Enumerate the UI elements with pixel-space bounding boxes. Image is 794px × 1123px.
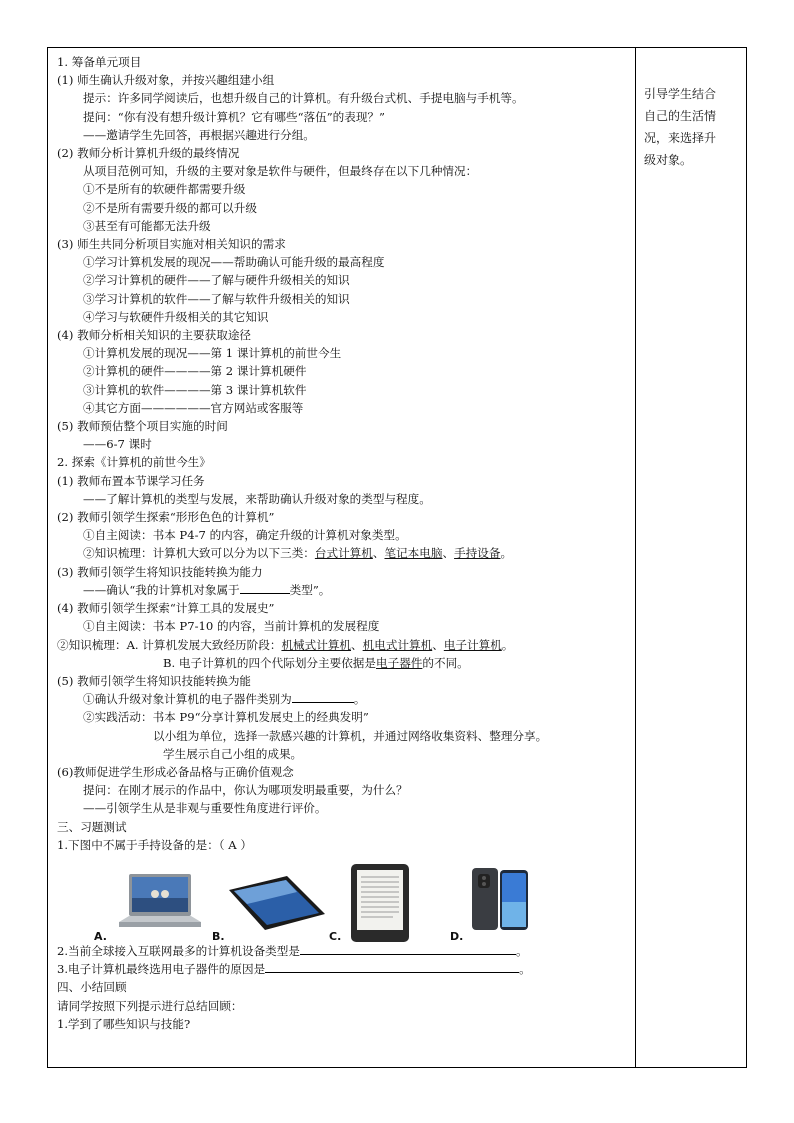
- answer-electromechanical: 机电式计算机: [362, 637, 433, 652]
- text-span: 。: [501, 637, 514, 652]
- fill-blank: [240, 581, 290, 594]
- text-line: 提示：许多同学阅读后，也想升级自己的计算机。有升级台式机、手提电脑与手机等。: [83, 91, 524, 106]
- question-line: 1.学到了哪些知识与技能?: [57, 1016, 191, 1031]
- note-line: 况，来选择升: [644, 131, 717, 145]
- laptop-image: [115, 872, 203, 934]
- text-line: ②计算机的硬件————第 2 课计算机硬件: [83, 364, 307, 379]
- step-heading: (3) 师生共同分析项目实施对相关知识的需求: [57, 237, 286, 252]
- question-line: [57, 960, 631, 978]
- step-heading: (3) 教师引领学生将知识技能转换为能力: [57, 564, 263, 579]
- main-content-cell: [48, 48, 636, 1067]
- text-span: 、: [351, 637, 363, 652]
- fill-blank: [265, 960, 519, 973]
- text-span: B. 电子计算机的四个代际划分主要依据是: [163, 655, 376, 670]
- text-line: ④学习与软硬件升级相关的其它知识: [83, 309, 269, 324]
- text-line: ——引领学生从是非观与重要性角度进行评价。: [83, 801, 327, 816]
- text-line: 学生展示自己小组的成果。: [163, 746, 303, 761]
- text-line: ②不是所有需要升级的都可以升级: [83, 200, 257, 215]
- text-span: 的不同。: [422, 655, 469, 670]
- step-heading: (2) 教师引领学生探索“形形色色的计算机”: [57, 510, 275, 525]
- text-line: ④其它方面——————官方网站或客服等: [83, 400, 304, 415]
- note-line: 级对象。: [644, 153, 693, 167]
- option-b-label: B.: [212, 929, 225, 943]
- step-heading: (4) 教师引领学生探索“计算工具的发展史”: [57, 601, 275, 616]
- tablet-image: [227, 874, 327, 932]
- text-span: ②知识梳理：A. 计算机发展大致经历阶段：: [57, 637, 282, 652]
- text-line: ——了解计算机的类型与发展，来帮助确认升级对象的类型与程度。: [83, 491, 431, 506]
- text-line: ②实践活动：书本 P9“分享计算机发展史上的经典发明”: [83, 710, 369, 725]
- answer-mechanical: 机械式计算机: [281, 637, 352, 652]
- text-line: 提问：在刚才展示的作品中，你认为哪项发明最重要，为什么？: [83, 783, 408, 798]
- text-line: ①计算机发展的现况——第 1 课计算机的前世今生: [83, 346, 342, 361]
- text-line: 请同学按照下列提示进行总结回顾：: [57, 998, 243, 1013]
- text-line: 从项目范例可知，升级的主要对象是软件与硬件，但最终存在以下几种情况：: [83, 164, 478, 179]
- text-line: [57, 654, 631, 672]
- text-span: 2.当前全球接入互联网最多的计算机设备类型是: [57, 943, 300, 958]
- step-heading: (5) 教师预估整个项目实施的时间: [57, 419, 228, 434]
- step-heading: (1) 教师布置本节课学习任务: [57, 473, 205, 488]
- text-span: 。: [500, 546, 513, 561]
- text-span: ——确认“我的计算机对象属于: [83, 582, 240, 597]
- option-a-label: A.: [94, 929, 107, 943]
- text-span: 。: [515, 943, 528, 958]
- option-d-label: D.: [450, 929, 464, 943]
- text-line: ①自主阅读：书本 P7-10 的内容，当前计算机的发展程度: [83, 619, 380, 634]
- step-heading: (5) 教师引领学生将知识技能转换为能: [57, 673, 252, 688]
- text-line: ①不是所有的软硬件都需要升级: [83, 182, 246, 197]
- text-span: ①确认升级对象计算机的电子器件类别为: [83, 692, 292, 707]
- note-line: 自己的生活情: [644, 109, 717, 123]
- device-images: [57, 866, 631, 942]
- section-heading: 1. 筹备单元项目: [57, 55, 142, 69]
- lesson-table: [47, 47, 747, 1068]
- fill-blank: [292, 690, 354, 703]
- text-line: [57, 544, 631, 562]
- text-line: ②学习计算机的硬件——了解与硬件升级相关的知识: [83, 273, 350, 288]
- step-heading: (1) 师生确认升级对象，并按兴趣组建小组: [57, 73, 275, 88]
- text-line: ③计算机的软件————第 3 课计算机软件: [83, 382, 307, 397]
- option-c-label: C.: [329, 929, 342, 943]
- phone-image: [470, 866, 530, 932]
- text-span: 。: [353, 692, 366, 707]
- answer-laptop: 笔记本电脑: [384, 546, 443, 561]
- answer-components: 电子器件: [376, 655, 423, 670]
- text-line: [57, 690, 631, 708]
- text-line: ③学习计算机的软件——了解与软件升级相关的知识: [83, 291, 350, 306]
- text-span: 、: [442, 546, 455, 561]
- text-line: ①自主阅读：书本 P4-7 的内容，确定升级的计算机对象类型。: [83, 528, 407, 543]
- text-line: 提问：“你有没有想升级计算机？它有哪些“落伍”的表现？”: [83, 109, 385, 124]
- text-line: [57, 581, 631, 599]
- text-line: 以小组为单位，选择一款感兴趣的计算机，并通过网络收集资料、整理分享。: [153, 728, 548, 743]
- text-span: 、: [372, 546, 385, 561]
- teaching-note-cell: [636, 48, 746, 1067]
- section-heading: 2. 探索《计算机的前世今生》: [57, 455, 211, 470]
- answer-electronic: 电子计算机: [443, 637, 502, 652]
- text-line: ①学习计算机发展的现况——帮助确认可能升级的最高程度: [83, 255, 385, 270]
- step-heading: (2) 教师分析计算机升级的最终情况: [57, 146, 240, 161]
- text-line: ③甚至有可能都无法升级: [83, 218, 211, 233]
- ereader-image: [349, 862, 411, 944]
- question-line: [57, 942, 631, 960]
- section-heading: 三、习题测试: [57, 819, 127, 834]
- text-span: 。: [519, 962, 531, 977]
- text-span: 、: [432, 637, 444, 652]
- step-heading: (4) 教师分析相关知识的主要获取途径: [57, 328, 252, 343]
- note-line: 引导学生结合: [644, 87, 717, 101]
- text-line: ——邀请学生先回答，再根据兴趣进行分组。: [83, 127, 315, 142]
- section-heading: 四、小结回顾: [57, 980, 127, 995]
- text-span: 3.电子计算机最终选用电子器件的原因是: [57, 962, 266, 977]
- question-line: 1.下图中不属于手持设备的是：（ A ）: [57, 837, 252, 852]
- answer-desktop: 台式计算机: [314, 546, 373, 561]
- text-span: ②知识梳理：计算机大致可以分为以下三类：: [83, 546, 315, 561]
- answer-handheld: 手持设备: [454, 546, 501, 561]
- text-span: 类型”。: [289, 582, 331, 597]
- text-line: [31, 636, 631, 654]
- step-heading: (6)教师促进学生形成必备品格与正确价值观念: [57, 764, 294, 779]
- text-line: ——6-7 课时: [83, 437, 152, 452]
